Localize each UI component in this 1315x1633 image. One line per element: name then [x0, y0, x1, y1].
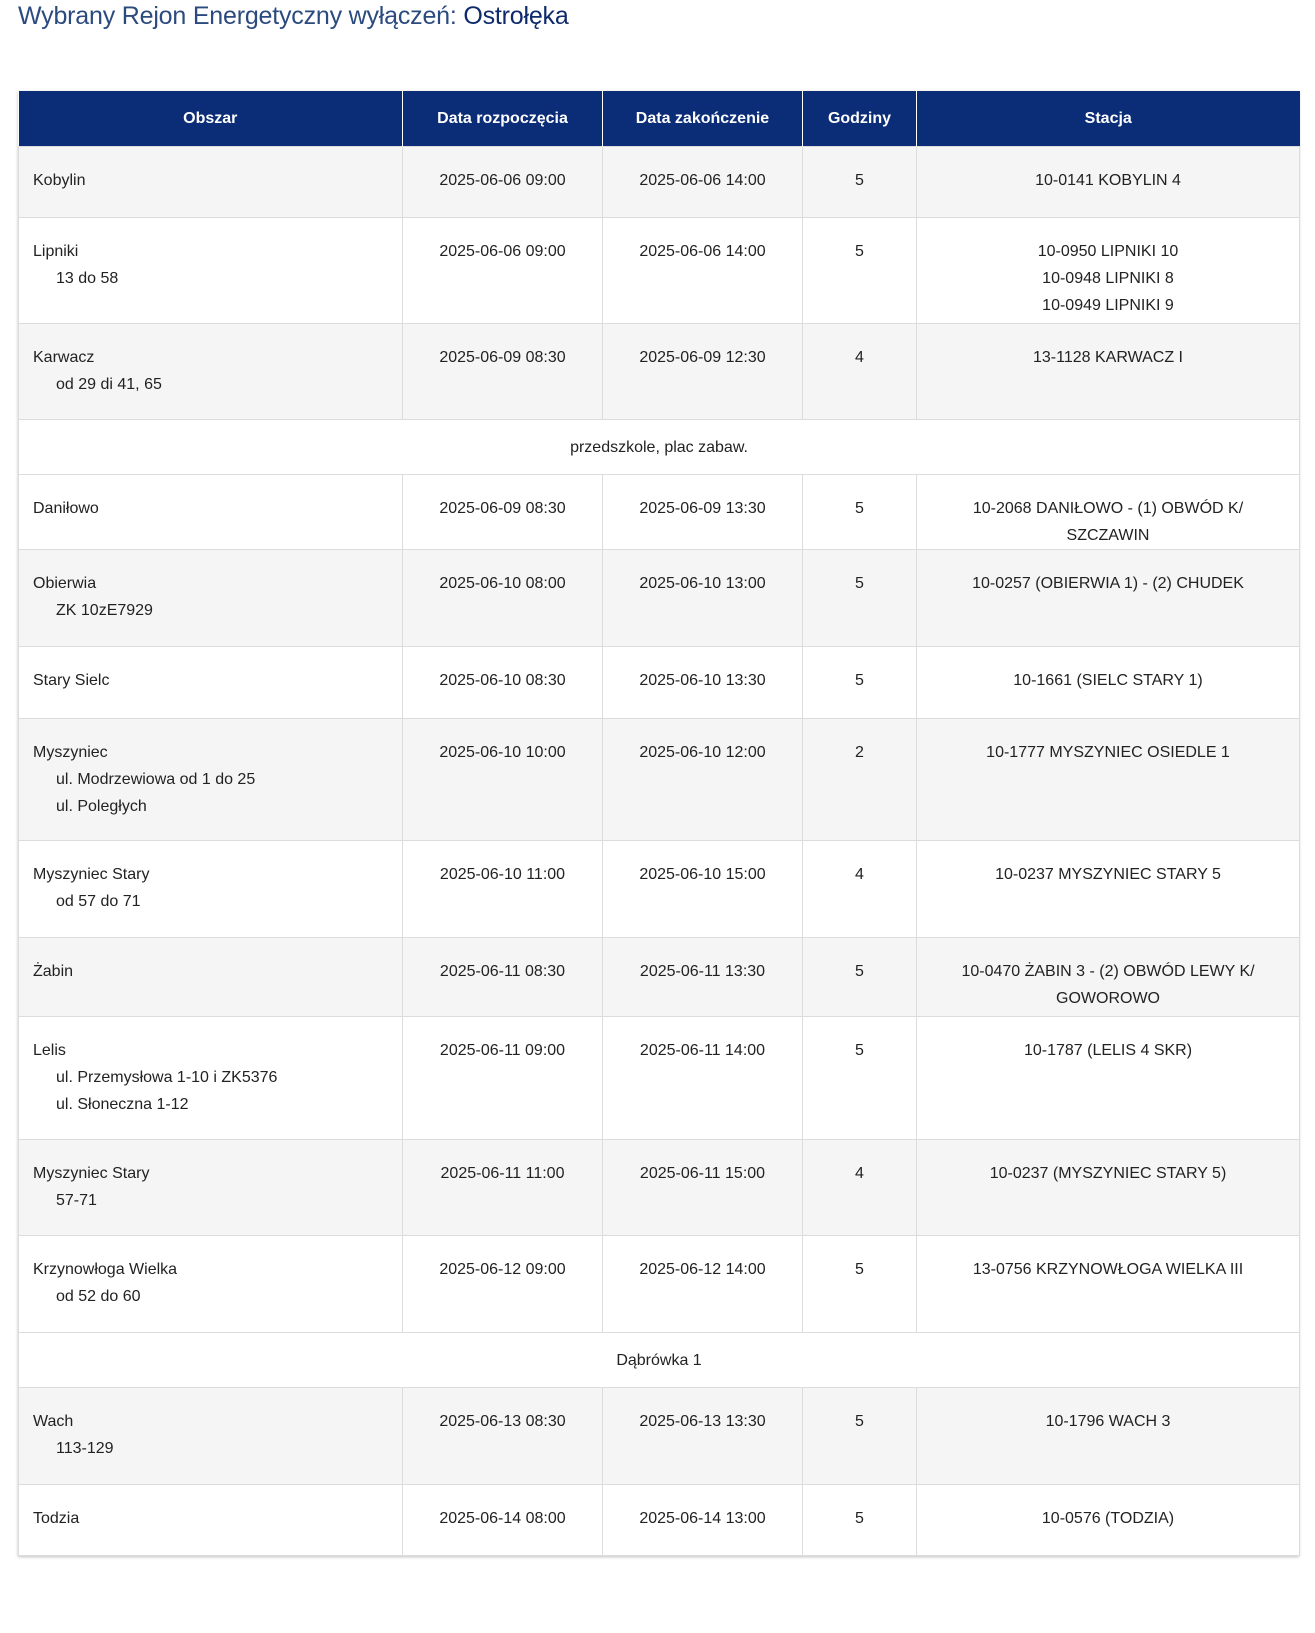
end-date-cell: 2025-06-11 13:30: [603, 938, 803, 1017]
start-date-cell: 2025-06-10 08:00: [403, 550, 603, 647]
table-note-row: [19, 420, 1300, 475]
station-name: 10-1787 (LELIS 4 SKR): [1023, 1042, 1193, 1059]
station-cell: [917, 1017, 1300, 1140]
end-date-cell: 2025-06-13 13:30: [603, 1388, 803, 1485]
area-cell: [19, 1236, 403, 1333]
hours-cell: 5: [803, 938, 917, 1017]
end-date-cell: 2025-06-11 15:00: [603, 1140, 803, 1236]
station-cell: [917, 475, 1300, 550]
area-detail: ul. Modrzewiowa od 1 do 25: [56, 771, 256, 788]
start-date-cell: 2025-06-09 08:30: [403, 324, 603, 420]
table-row: [19, 841, 1300, 938]
hours-cell: 5: [803, 475, 917, 550]
selected-region: Ostrołęka: [463, 2, 569, 30]
start-date-cell: 2025-06-11 08:30: [403, 938, 603, 1017]
station-name: 10-1777 MYSZYNIEC OSIEDLE 1: [986, 744, 1230, 761]
end-date-cell: 2025-06-10 13:00: [603, 550, 803, 647]
table-row: [19, 1388, 1300, 1485]
station-name: 10-2068 DANIŁOWO - (1) OBWÓD K/ SZCZAWIN: [972, 500, 1244, 544]
area-name: Myszyniec Stary: [33, 866, 150, 883]
area-name: Lelis: [33, 1042, 66, 1059]
start-date-cell: 2025-06-13 08:30: [403, 1388, 603, 1485]
station-name: 10-0576 (TODZIA): [1041, 1510, 1175, 1527]
area-detail: ul. Poległych: [56, 798, 147, 815]
column-header-hours: Godziny: [803, 91, 917, 147]
table-row: [19, 1485, 1300, 1556]
end-date-cell: 2025-06-10 13:30: [603, 647, 803, 719]
station-cell: [917, 647, 1300, 719]
hours-cell: 4: [803, 324, 917, 420]
station-cell: [917, 218, 1300, 324]
outage-table: [18, 91, 1300, 1556]
area-cell: [19, 841, 403, 938]
station-name: 13-0756 KRZYNOWŁOGA WIELKA III: [972, 1261, 1244, 1278]
start-date-cell: 2025-06-10 11:00: [403, 841, 603, 938]
station-cell: [917, 550, 1300, 647]
area-cell: [19, 1388, 403, 1485]
area-detail: ul. Przemysłowa 1-10 i ZK5376: [56, 1069, 278, 1086]
area-cell: [19, 719, 403, 841]
end-date-cell: 2025-06-06 14:00: [603, 218, 803, 324]
station-name: 10-0237 (MYSZYNIEC STARY 5): [989, 1165, 1227, 1182]
area-cell: [19, 938, 403, 1017]
station-name: 10-0470 ŻABIN 3 - (2) OBWÓD LEWY K/: [961, 963, 1255, 980]
table-row: [19, 1236, 1300, 1333]
start-date-cell: 2025-06-11 11:00: [403, 1140, 603, 1236]
hours-cell: 5: [803, 1017, 917, 1140]
end-date-cell: 2025-06-06 14:00: [603, 147, 803, 218]
station-cell: [917, 719, 1300, 841]
station-name: 10-1796 WACH 3: [1045, 1413, 1171, 1430]
area-detail: od 29 di 41, 65: [56, 376, 162, 393]
station-cell: [917, 841, 1300, 938]
area-cell: [19, 324, 403, 420]
end-date-cell: 2025-06-09 13:30: [603, 475, 803, 550]
start-date-cell: 2025-06-09 08:30: [403, 475, 603, 550]
table-row: [19, 550, 1300, 647]
end-date-cell: 2025-06-12 14:00: [603, 1236, 803, 1333]
station-cell: [917, 1388, 1300, 1485]
table-header: [19, 91, 1300, 147]
area-detail: 13 do 58: [56, 270, 119, 287]
area-name: Lipniki: [33, 243, 79, 260]
table-row: [19, 1140, 1300, 1236]
column-header-end-date: Data zakończenie: [603, 91, 803, 147]
station-name: 10-0257 (OBIERWIA 1) - (2) CHUDEK: [972, 575, 1244, 592]
end-date-cell: 2025-06-14 13:00: [603, 1485, 803, 1556]
table-note-row: [19, 1333, 1300, 1388]
area-name: Myszyniec Stary: [33, 1165, 150, 1182]
start-date-cell: 2025-06-10 10:00: [403, 719, 603, 841]
outage-table-container: [18, 91, 1299, 1556]
station-cell: [917, 1485, 1300, 1556]
page-title-prefix: Wybrany Rejon Energetyczny wyłączeń:: [18, 2, 464, 30]
column-header-area: Obszar: [19, 91, 403, 147]
station-name: 10-0141 KOBYLIN 4: [1035, 172, 1181, 189]
hours-cell: 5: [803, 1485, 917, 1556]
end-date-cell: 2025-06-11 14:00: [603, 1017, 803, 1140]
station-name: 10-0949 LIPNIKI 9: [1042, 297, 1174, 314]
station-name: 10-0237 MYSZYNIEC STARY 5: [995, 866, 1221, 883]
note-cell: Dąbrówka 1: [19, 1333, 1300, 1388]
area-name: Stary Sielc: [33, 672, 110, 689]
station-cell: [917, 1236, 1300, 1333]
hours-cell: 5: [803, 218, 917, 324]
table-row: [19, 218, 1300, 324]
station-cell: [917, 1140, 1300, 1236]
area-name: Obierwia: [33, 575, 97, 592]
area-cell: [19, 1485, 403, 1556]
area-detail: od 52 do 60: [56, 1288, 141, 1305]
end-date-cell: 2025-06-10 12:00: [603, 719, 803, 841]
station-name: GOWOROWO: [1056, 990, 1160, 1007]
table-row: [19, 938, 1300, 1017]
area-name: Żabin: [33, 963, 74, 980]
hours-cell: 5: [803, 550, 917, 647]
area-name: Daniłowo: [33, 500, 99, 517]
table-row: [19, 719, 1300, 841]
area-name: Karwacz: [33, 349, 95, 366]
start-date-cell: 2025-06-14 08:00: [403, 1485, 603, 1556]
station-name: 10-0948 LIPNIKI 8: [1042, 270, 1174, 287]
area-name: Myszyniec: [33, 744, 108, 761]
hours-cell: 5: [803, 1236, 917, 1333]
column-header-start-date: Data rozpoczęcia: [403, 91, 603, 147]
start-date-cell: 2025-06-06 09:00: [403, 147, 603, 218]
start-date-cell: 2025-06-12 09:00: [403, 1236, 603, 1333]
area-cell: [19, 647, 403, 719]
hours-cell: 5: [803, 147, 917, 218]
hours-cell: 5: [803, 1388, 917, 1485]
table-row: [19, 475, 1300, 550]
hours-cell: 4: [803, 1140, 917, 1236]
table-row: [19, 647, 1300, 719]
column-header-station: Stacja: [917, 91, 1300, 147]
end-date-cell: 2025-06-10 15:00: [603, 841, 803, 938]
table-body: [19, 147, 1300, 1556]
table-row: [19, 147, 1300, 218]
page-title: [18, 2, 569, 31]
station-cell: [917, 324, 1300, 420]
hours-cell: 2: [803, 719, 917, 841]
area-detail: 57-71: [56, 1192, 97, 1209]
area-cell: [19, 475, 403, 550]
station-name: 10-0950 LIPNIKI 10: [1037, 243, 1179, 260]
hours-cell: 4: [803, 841, 917, 938]
area-name: Krzynowłoga Wielka: [33, 1261, 178, 1278]
area-detail: ZK 10zE7929: [56, 602, 153, 619]
table-row: [19, 1017, 1300, 1140]
area-cell: [19, 550, 403, 647]
area-cell: [19, 1017, 403, 1140]
area-cell: [19, 218, 403, 324]
station-cell: [917, 147, 1300, 218]
end-date-cell: 2025-06-09 12:30: [603, 324, 803, 420]
start-date-cell: 2025-06-10 08:30: [403, 647, 603, 719]
start-date-cell: 2025-06-11 09:00: [403, 1017, 603, 1140]
header-row: [19, 91, 1300, 147]
area-detail: ul. Słoneczna 1-12: [56, 1096, 189, 1113]
area-name: Kobylin: [33, 172, 86, 189]
area-cell: [19, 1140, 403, 1236]
area-detail: od 57 do 71: [56, 893, 141, 910]
start-date-cell: 2025-06-06 09:00: [403, 218, 603, 324]
area-name: Wach: [33, 1413, 74, 1430]
station-cell: [917, 938, 1300, 1017]
area-cell: [19, 147, 403, 218]
hours-cell: 5: [803, 647, 917, 719]
table-row: [19, 324, 1300, 420]
note-cell: przedszkole, plac zabaw.: [19, 420, 1300, 475]
area-detail: 113-129: [56, 1440, 114, 1457]
area-name: Todzia: [33, 1510, 80, 1527]
station-name: 13-1128 KARWACZ I: [1033, 349, 1183, 366]
station-name: 10-1661 (SIELC STARY 1): [1013, 672, 1203, 689]
